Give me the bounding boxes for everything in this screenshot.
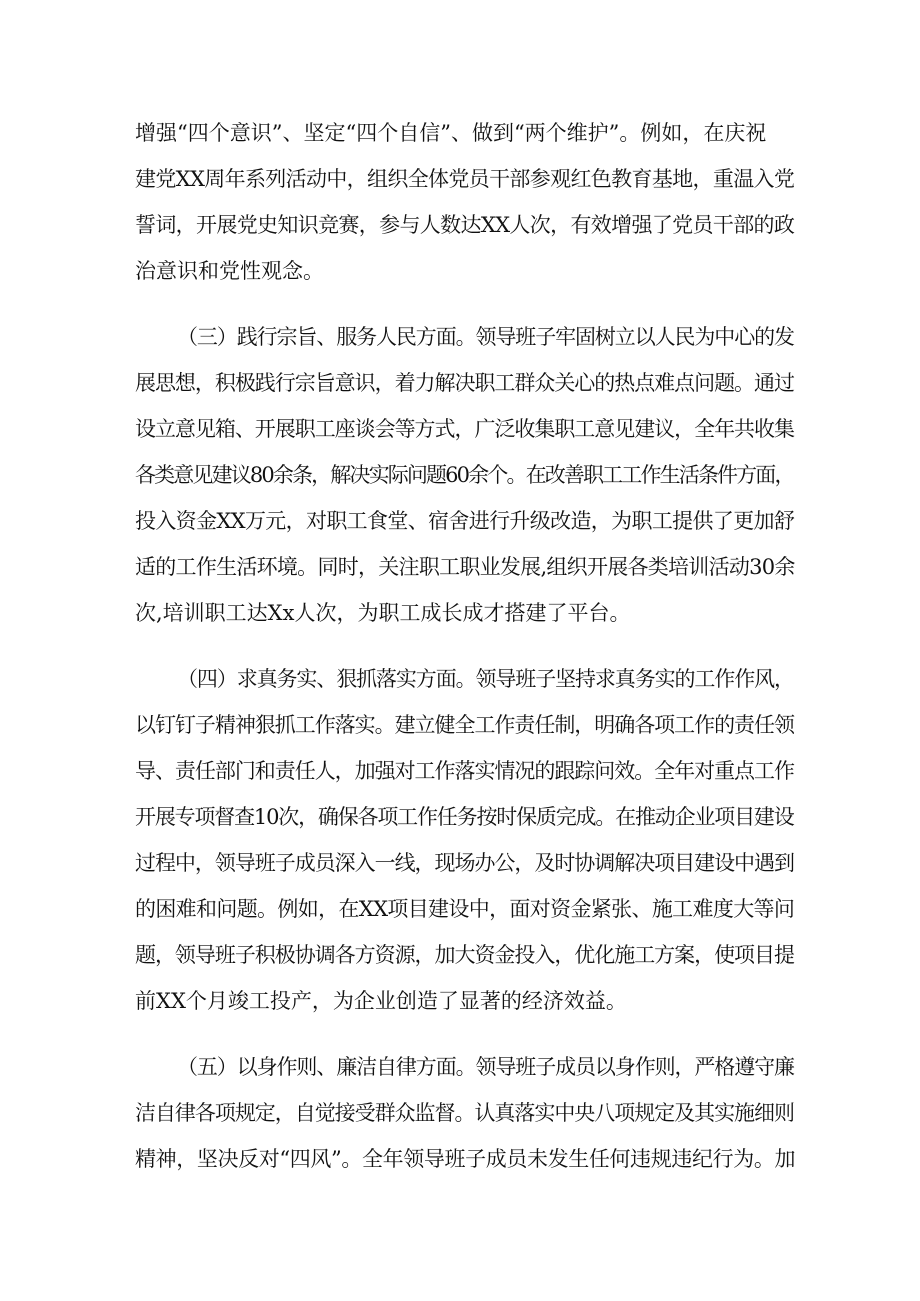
paragraph-line: 以钉钉子精神狠抓工作落实。建立健全工作责任制，明确各项工作的责任领 — [135, 713, 794, 737]
paragraph-line: （四）求真务实、狠抓落实方面。领导班子坚持求真务实的工作作风， — [177, 667, 794, 691]
paragraph-line: 建党XX周年系列活动中，组织全体党员干部参观红色教育基地，重温入党 — [135, 167, 795, 191]
paragraph — [135, 314, 795, 636]
paragraph-line: 开展专项督查10次，确保各项工作任务按时保质完成。在推动企业项目建设 — [135, 805, 794, 829]
paragraph-line: 题，领导班子积极协调各方资源，加大资金投入，优化施工方案，使项目提 — [135, 943, 794, 967]
paragraph-line: 前XX个月竣工投产，为企业创造了显著的经济效益。 — [135, 989, 627, 1013]
paragraph-line: （五）以身作则、廉洁自律方面。领导班子成员以身作则，严格遵守廉 — [177, 1055, 794, 1079]
paragraph-line: 洁自律各项规定，自觉接受群众监督。认真落实中央八项规定及其实施细则 — [135, 1101, 794, 1125]
paragraph-line: 增强“四个意识”、坚定“四个自信”、做到“两个维护”。例如，在庆祝 — [135, 121, 767, 145]
paragraph-line: 适的工作生活环境。同时，关注职工职业发展,组织开展各类培训活动30余 — [135, 555, 795, 579]
paragraph-line: 精神，坚决反对“四风”。全年领导班子成员未发生任何违规违纪行为。加 — [135, 1147, 796, 1171]
paragraph-line: 次,培训职工达Xx人次，为职工成长成才搭建了平台。 — [135, 601, 631, 625]
paragraph-line: 的困难和问题。例如，在XX项目建设中，面对资金紧张、施工难度大等问 — [135, 897, 795, 921]
paragraph-line: 导、责任部门和责任人，加强对工作落实情况的跟踪问效。全年对重点工作 — [135, 759, 794, 783]
paragraph — [135, 1044, 795, 1182]
paragraph-line: 投入资金XX万元，对职工食堂、宿舍进行升级改造，为职工提供了更加舒 — [135, 509, 795, 533]
paragraph — [135, 656, 795, 1024]
paragraph-line: 展思想，积极践行宗旨意识，着力解决职工群众关心的热点难点问题。通过 — [135, 371, 794, 395]
paragraph-line: （三）践行宗旨、服务人民方面。领导班子牢固树立以人民为中心的发 — [177, 325, 794, 349]
paragraph — [135, 110, 795, 294]
paragraph-line: 过程中，领导班子成员深入一线，现场办公，及时协调解决项目建设中遇到 — [135, 851, 794, 875]
paragraph-line: 誓词，开展党史知识竞赛，参与人数达XX人次，有效增强了党员干部的政 — [135, 213, 795, 237]
paragraph-line: 设立意见箱、开展职工座谈会等方式，广泛收集职工意见建议，全年共收集 — [135, 417, 794, 441]
document-body — [135, 110, 795, 1182]
paragraph-line: 治意识和党性观念。 — [135, 259, 324, 283]
paragraph-line: 各类意见建议80余条，解决实际问题60余个。在改善职工工作生活条件方面， — [135, 463, 794, 487]
